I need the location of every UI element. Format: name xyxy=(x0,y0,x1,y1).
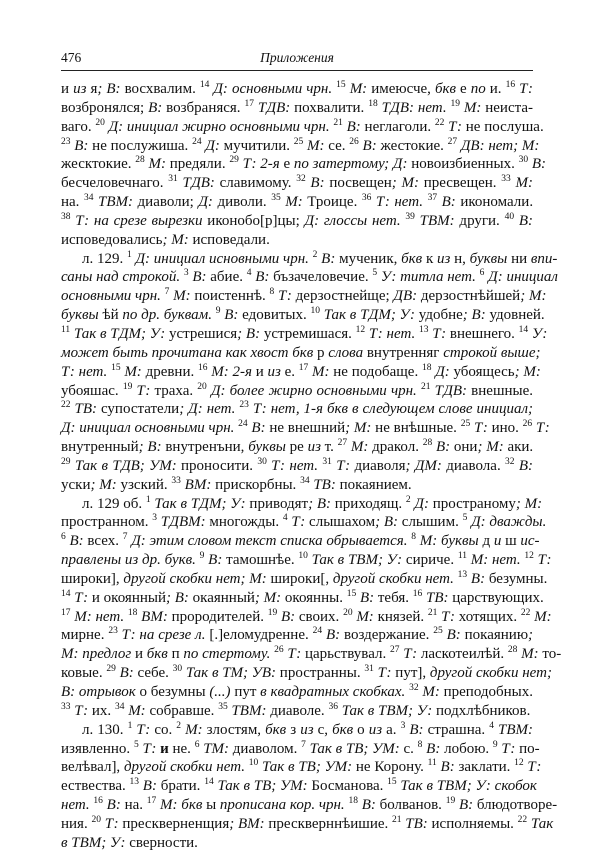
text-line: уски; М: узский. $^{33}$ ВМ: прискорбны. $^{34}$ ТВ: покаянием. xyxy=(61,475,412,493)
text-line: Д: инициал основными чрн. $^{24}$ В: не внешний; М: не внѣшные. $^{25}$ Т: ино. $^{26}$ Т: xyxy=(61,419,550,437)
text-line: $^6$ В: всех. $^7$ Д: этим словом текст списка обрывается. $^8$ М: буквы д и ш ис- xyxy=(61,532,540,550)
page-number: 476 xyxy=(61,50,82,65)
text-line: пространном. $^3$ ТДВМ: многожды. $^4$ Т: слышахом; В: слышим. $^5$ Д: дважды. xyxy=(61,513,547,531)
text-line: убояшас. $^{19}$ Т: траха. $^{20}$ Д: более жирно основными чрн. $^{21}$ ТДВ: внешные. xyxy=(61,381,534,399)
text-line: ествества. $^{13}$ В: брати. $^{14}$ Так в ТВ; УМ: Босманова. $^{15}$ Так в ТВМ; У: скобок xyxy=(61,777,537,795)
text-line: $^{17}$ М: нет. $^{18}$ ВМ: прородителей. $^{19}$ В: своих. $^{20}$ М: князей. $^{21}$ Т: хотящих. $^{22}$ М: xyxy=(61,607,552,625)
text-line: изявленно. $^5$ Т: и не. $^6$ ТМ: диаволом. $^7$ Так в ТВ; УМ: с. $^8$ В: лобою. $^9$ Т: по- xyxy=(61,739,540,757)
text-line: $^{22}$ ТВ: супостатели; Д: нет. $^{23}$ Т: нет, 1-я бкв в следующем слове инициал; xyxy=(61,400,534,418)
text-line: $^{11}$ Так в ТДМ; У: устрешися; В: устремишася. $^{12}$ Т: нет. $^{13}$ Т: внешнего. $^{14}$ У: xyxy=(61,324,548,342)
text-line: может быть прочитана как хвост бкв р слова внутренняг строкой выше; xyxy=(61,344,541,361)
text-line: внутренный; В: внутренъни, буквы ре из т. $^{27}$ М: дракол. $^{28}$ В: они; М: аки. xyxy=(61,438,534,456)
text-line: велѣвал], другой скобки нет. $^{10}$ Так в ТВ; УМ: не Корону. $^{11}$ В: заклати. $^{12}$ Т: xyxy=(61,758,542,776)
text-line: л. 129 об. $^1$ Так в ТДМ; У: приводят; В: приходящ. $^2$ Д: пространому; М: xyxy=(82,494,543,512)
text-line: л. 130. $^1$ Т: со. $^2$ М: злостям, бкв з из с, бкв о из а. $^3$ В: страшна. $^4$ ТВМ: xyxy=(82,720,533,738)
text-line: в ТВМ; У: сверности. xyxy=(61,834,198,851)
text-line: $^{23}$ В: не послужиша. $^{24}$ Д: мучитили. $^{25}$ М: се. $^{26}$ В: жестокие. $^{27}$ ДВ: нет; М: xyxy=(61,136,540,154)
text-line: саны над строкой. $^3$ В: абие. $^4$ В: бъзачеловечие. $^5$ У: титла нет. $^6$ Д: инициал xyxy=(61,268,558,286)
text-line: ваго. $^{20}$ Д: инициал жирно основными чрн. $^{21}$ В: неглаголи. $^{22}$ Т: не послуша. xyxy=(61,117,544,135)
page-header xyxy=(61,50,533,68)
apparatus-text xyxy=(61,80,562,853)
text-line: буквы ѣй по др. буквам. $^9$ В: едовитых. $^{10}$ Так в ТДМ; У: удобне; В: удовней. xyxy=(61,306,545,324)
text-line: основными чрн. $^7$ М: поистеннѣ. $^8$ Т: дерзостнейще; ДВ: дерзостнѣйшей; М: xyxy=(61,287,547,305)
text-line: $^{38}$ Т: на срезе вырезки иконобо[р]цы; Д: глоссы нет. $^{39}$ ТВМ: други. $^{40}$ В: xyxy=(61,211,534,229)
text-line: л. 129. $^1$ Д: инициал исновными чрн. $^2$ В: мученик, бкв к из н, буквы ни впи- xyxy=(82,249,558,267)
text-line: нет. $^{16}$ В: на. $^{17}$ М: бкв ы прописана кор. чрн. $^{18}$ В: болванов. $^{19}$ В: блюдотворе- xyxy=(61,796,558,814)
text-line: исповедовались; М: исповедали. xyxy=(61,231,270,248)
text-line: возбронялся; В: возбраняся. $^{17}$ ТДВ: похвалити. $^{18}$ ТДВ: нет. $^{19}$ М: неиста- xyxy=(61,98,534,116)
text-line: мирне. $^{23}$ Т: на срезе л. [.]еломудренне. $^{24}$ В: воздержание. $^{25}$ В: покаянию; xyxy=(61,626,534,644)
text-line: жесктокие. $^{28}$ М: предяли. $^{29}$ Т: 2-я е по затертому; Д: новоизбиенных. $^{30}$ В: xyxy=(61,155,547,173)
text-line: $^{29}$ Так в ТДВ; УМ: проносити. $^{30}$ Т: нет. $^{31}$ Т: диаволя; ДМ: диавола. $^{32}$ В: xyxy=(61,456,534,474)
text-line: широки], другой скобки нет; М: широки[, другой скобки нет. $^{13}$ В: безумны. xyxy=(61,569,548,587)
text-line: ковые. $^{29}$ В: себе. $^{30}$ Так в ТМ; УВ: пространны. $^{31}$ Т: пут], другой скобки нет; xyxy=(61,664,552,682)
text-line: на. $^{34}$ ТВМ: диаволи; Д: диволи. $^{35}$ М: Троице. $^{36}$ Т: нет. $^{37}$ В: икономали. xyxy=(61,193,534,211)
header-rule xyxy=(61,70,533,71)
text-line: и из я; В: восхвалим. $^{14}$ Д: основными чрн. $^{15}$ М: имеюсче, бкв е по и. $^{16}$ Т: xyxy=(61,80,534,97)
text-line: М: предлог и бкв п по стертому. $^{26}$ Т: царьствувал. $^{27}$ Т: ласкотеилѣй. $^{28}$ М: то- xyxy=(61,645,562,663)
text-line: правлены из др. букв. $^9$ В: тамошнѣе. $^{10}$ Так в ТВМ; У: сириче. $^{11}$ М: нет. $^{12}$ Т: xyxy=(61,551,552,569)
text-line: $^{33}$ Т: их. $^{34}$ М: собравше. $^{35}$ ТВМ: диаволе. $^{36}$ Так в ТВМ; У: подхлѣбников. xyxy=(61,701,531,719)
text-line: ния. $^{20}$ Т: прескверненщия; ВМ: прескверннѣишие. $^{21}$ ТВ: исполняемы. $^{22}$ Так xyxy=(61,814,554,832)
text-line: В: отрывок о безумны (...) пут в квадратных скобках. $^{32}$ М: преподобных. xyxy=(61,683,534,700)
text-line: бесчеловечнаго. $^{31}$ ТДВ: славимому. $^{32}$ В: посвещен; М: пресвещен. $^{33}$ М: xyxy=(61,174,533,192)
text-line: $^{14}$ Т: и окоянный; В: окаянный; М: окоянны. $^{15}$ В: тебя. $^{16}$ ТВ: царствующих. xyxy=(61,588,544,606)
text-line: Т: нет. $^{15}$ М: древни. $^{16}$ М: 2-я и из е. $^{17}$ М: не подобаще. $^{18}$ Д: убоящесь; М: xyxy=(61,362,541,380)
running-title: Приложения xyxy=(260,50,334,65)
